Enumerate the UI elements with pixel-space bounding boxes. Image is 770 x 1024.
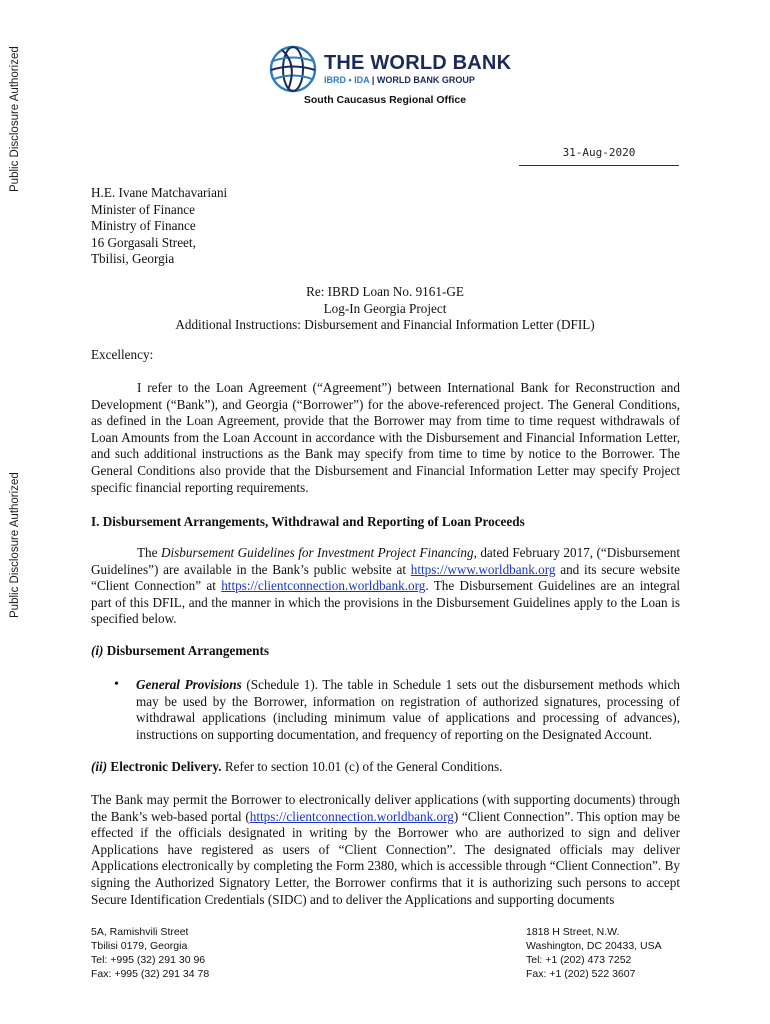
recipient-address xyxy=(91,185,227,268)
subsection-ii: (ii) Electronic Delivery. Refer to section 10.01 (c) of the General Conditions. xyxy=(91,759,503,774)
section-1-heading: I. Disbursement Arrangements, Withdrawal and Reporting of Loan Proceeds xyxy=(91,514,525,529)
client-connection-link-2[interactable]: https://clientconnection.worldbank.org xyxy=(249,808,454,824)
subject-line-1: Re: IBRD Loan No. 9161-GE xyxy=(306,284,464,299)
recipient-name: H.E. Ivane Matchavariani xyxy=(91,185,228,200)
guidelines-paragraph: The Disbursement Guidelines for Investment Project Financing, dated February 2017, (“Disbursement Guidelines”) are available in the Bank’s public website at https://www.worldbank.org and its secure website “Client Connection” at https://clientconnection.worldbank.org. The Disbursement Guidelines are an integral part of this DFIL, and the manner in which the provisions in the Disbursement Guidelines apply to the Loan is specified below. xyxy=(91,545,680,627)
subject-line-3: Additional Instructions: Disbursement and Financial Information Letter (DFIL) xyxy=(175,317,595,333)
worldbank-link[interactable]: https://www.worldbank.org xyxy=(410,561,556,577)
office-name: South Caucasus Regional Office xyxy=(303,94,467,106)
bullet-icon: • xyxy=(114,677,119,692)
footer-washington-address: 1818 H Street, N.W. Washington, DC 20433, USA Tel: +1 (202) 473 7252 Fax: +1 (202) 522 3607 xyxy=(526,926,662,980)
subsection-i-heading: (i) Disbursement Arrangements xyxy=(91,643,270,658)
date-underline xyxy=(519,165,679,166)
logo-subtitle: IBRD • IDA | WORLD BANK GROUP xyxy=(324,75,475,85)
subject-line-2: Log-In Georgia Project xyxy=(323,300,447,316)
footer-tbilisi-address: 5A, Ramishvili Street Tbilisi 0179, Georgia Tel: +995 (32) 291 30 96 Fax: +995 (32) 291 34 78 xyxy=(91,926,210,980)
electronic-delivery-paragraph: The Bank may permit the Borrower to electronically deliver applications (with supporting documents) through the Bank’s web-based portal (https://clientconnection.worldbank.org) “Client Connection”. This option may be effected if the officials designated in writing by the Borrower who are authorized to sign and deliver Applications have registered as users of “Client Connection”. The designated officials may deliver Applications electronically by completing the Form 2380, which is accessible through “Client Connection”. By signing the Authorized Signatory Letter, the Borrower confirms that it is authorizing such persons to accept Secure Identification Credentials (SIDC) and to deliver the Applications and supporting documents xyxy=(91,792,680,907)
recipient-city: Tbilisi, Georgia xyxy=(91,251,175,267)
recipient-street: 16 Gorgasali Street, xyxy=(91,234,196,250)
globe-icon xyxy=(268,44,318,94)
letter-date: 31-Aug-2020 xyxy=(562,146,636,159)
disclosure-stamp-top: Public Disclosure Authorized xyxy=(9,46,21,192)
general-provisions-item: General Provisions (Schedule 1). The table in Schedule 1 sets out the disbursement methods which may be used by the Borrower, information on registration of authorized signatures, processing of withdrawal applications (including minimum value of applications and processing of advances), instructions on supporting documentation, and frequency of reporting on the Designated Account. xyxy=(136,677,681,742)
world-bank-logo xyxy=(268,44,511,94)
salutation: Excellency: xyxy=(91,347,154,362)
recipient-ministry: Ministry of Finance xyxy=(91,218,196,234)
logo-title: THE WORLD BANK xyxy=(324,52,512,74)
guidelines-title: Disbursement Guidelines for Investment Project Financing, xyxy=(160,545,477,560)
subject-block xyxy=(0,284,770,334)
general-provisions-title: General Provisions xyxy=(136,677,242,692)
recipient-title: Minister of Finance xyxy=(91,201,196,217)
client-connection-link[interactable]: https://clientconnection.worldbank.org xyxy=(221,578,426,594)
intro-paragraph: I refer to the Loan Agreement (“Agreement”) between International Bank for Reconstruction and Development (“Bank”), and Georgia (“Borrower”) for the above-referenced project. The General Conditions, as defined in the Loan Agreement, provide that the Borrower may from time to time request withdrawals of Loan Amounts from the Loan Account in accordance with the Disbursement and Financial Information Letter, and such additional instructions as the Bank may specify from time to time by notice to the Borrower. The General Conditions also provide that the Disbursement and Financial Information Letter may specify Project specific financial reporting requirements. xyxy=(91,380,680,495)
disclosure-stamp-middle: Public Disclosure Authorized xyxy=(9,472,21,618)
